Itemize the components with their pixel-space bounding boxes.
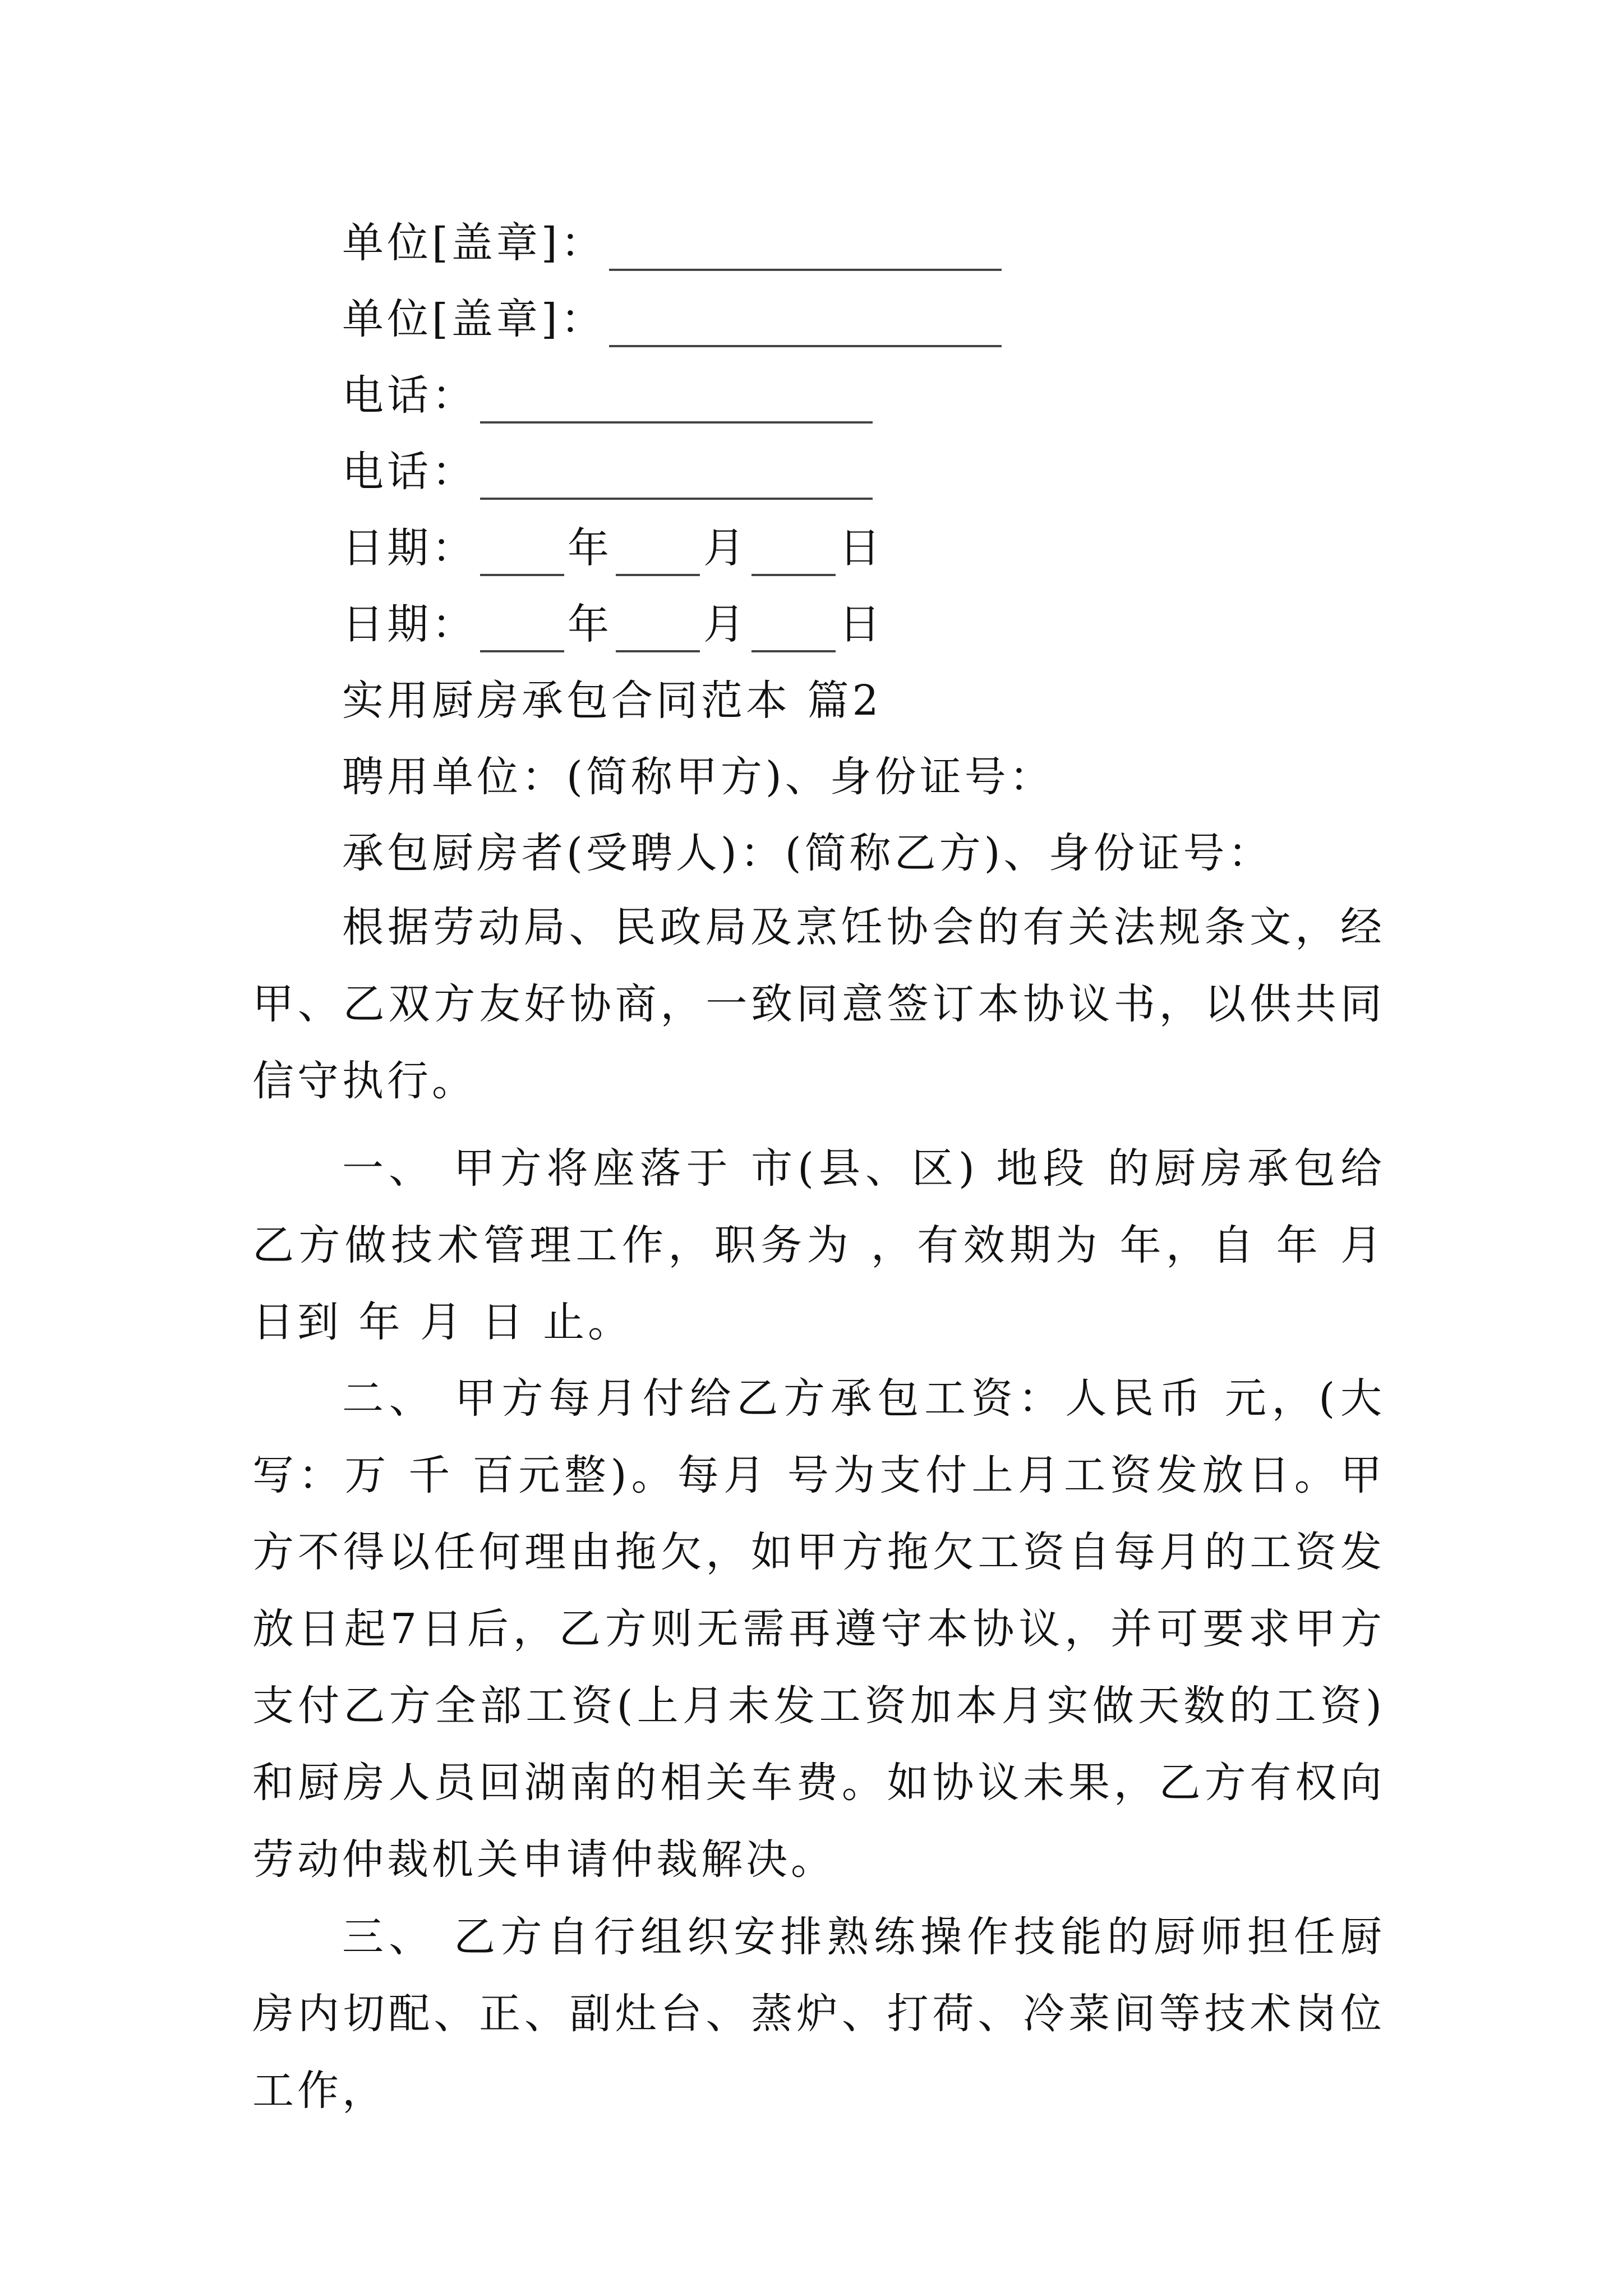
year-blank[interactable] xyxy=(480,611,564,652)
paragraph-clause-2: 二、 甲方每月付给乙方承包工资：人民币 元，(大写：万 千 百元整)。每月 号为支付上月工资发放日。甲方不得以任何理由拖欠，如甲方拖欠工资自每月的工资发放日起7日后，乙方则无需再遵守本协议，并可要求甲方支付乙方全部工资(上月未发工资加本月实做天数的工资)和厨房人员回湖南的相关车费。如协议未果，乙方有权向劳动仲裁机关申请仲裁解决。 xyxy=(252,1374,1385,1884)
phone-label: 电话： xyxy=(342,371,477,420)
year-blank[interactable] xyxy=(480,535,564,576)
paragraph-intro: 根据劳动局、民政局及烹饪协会的有关法规条文，经甲、乙双方友好协商，一致同意签订本协议书，以供共同信守执行。 xyxy=(252,903,1385,1105)
phone-line-2 xyxy=(342,444,1382,500)
section-title: 实用厨房承包合同范本 篇2 xyxy=(342,677,882,725)
year-label: 年 xyxy=(568,524,612,572)
day-label: 日 xyxy=(839,600,884,648)
phone-line-1 xyxy=(342,367,1382,424)
day-blank[interactable] xyxy=(751,535,836,576)
date-line-2 xyxy=(342,596,1382,652)
unit-blank[interactable] xyxy=(609,229,1002,271)
phone-label: 电话： xyxy=(342,448,477,496)
unit-line-2 xyxy=(342,291,1382,347)
month-blank[interactable] xyxy=(616,611,700,652)
phone-blank[interactable] xyxy=(480,458,873,500)
day-blank[interactable] xyxy=(751,611,836,652)
unit-line-1 xyxy=(342,215,1382,271)
phone-blank[interactable] xyxy=(480,382,873,424)
month-blank[interactable] xyxy=(616,535,700,576)
date-label: 日期： xyxy=(342,600,477,648)
date-label: 日期： xyxy=(342,524,477,572)
date-line-1 xyxy=(342,520,1382,576)
employer-line: 聘用单位：(简称甲方)、身份证号： xyxy=(342,753,1054,801)
unit-label: 单位[盖章]： xyxy=(342,219,606,267)
month-label: 月 xyxy=(703,524,748,572)
unit-label: 单位[盖章]： xyxy=(342,295,606,343)
year-label: 年 xyxy=(568,600,612,648)
month-label: 月 xyxy=(703,600,748,648)
contractor-line: 承包厨房者(受聘人)：(简称乙方)、身份证号： xyxy=(342,829,1273,877)
paragraph-clause-1: 一、 甲方将座落于 市(县、区) 地段 的厨房承包给乙方做技术管理工作，职务为 ，有效期为 年，自 年 月 日到 年 月 日 止。 xyxy=(252,1144,1385,1346)
paragraph-clause-3: 三、 乙方自行组织安排熟练操作技能的厨师担任厨房内切配、正、副灶台、蒸炉、打荷、冷菜间等技术岗位工作， xyxy=(252,1913,1385,2115)
unit-blank[interactable] xyxy=(609,306,1002,347)
day-label: 日 xyxy=(839,524,884,572)
